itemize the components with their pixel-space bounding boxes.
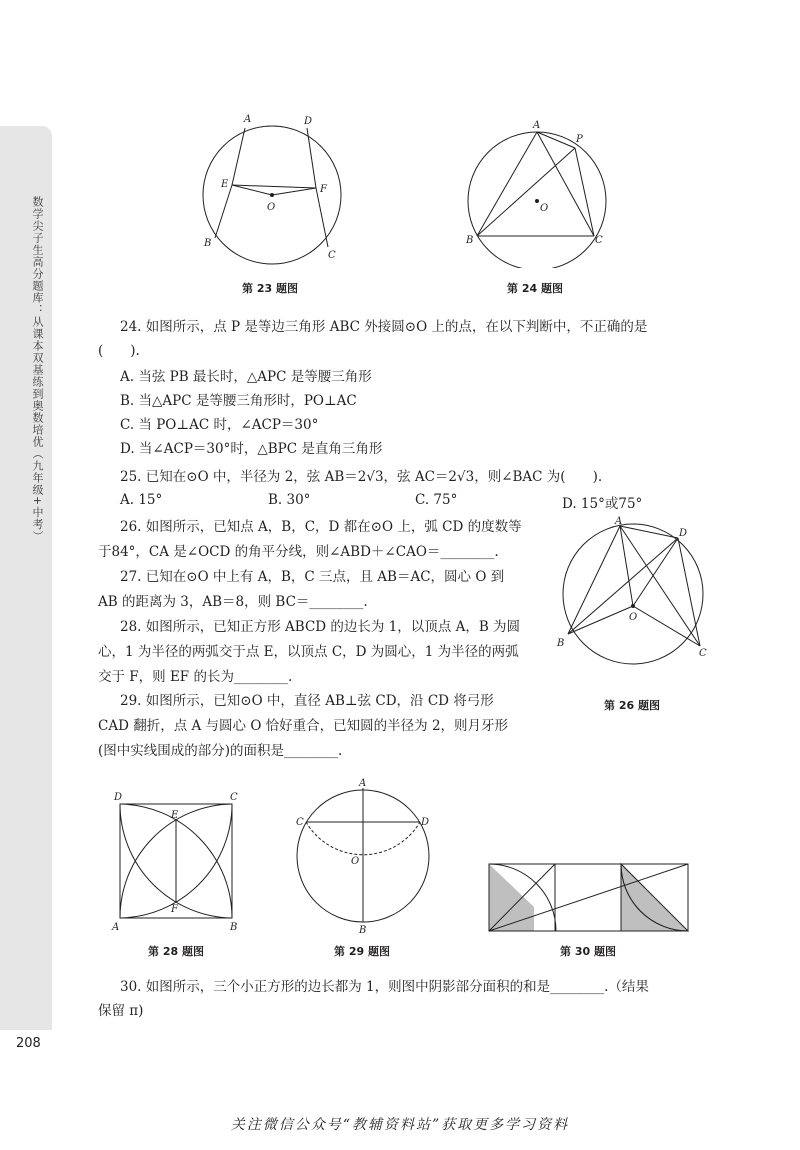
fig26-label-a: A — [615, 516, 623, 527]
figure-28 — [108, 790, 248, 935]
fig24-caption: 第 24 题图 — [507, 282, 563, 295]
fig28-label-f: F — [171, 904, 178, 915]
q25-stem: 25. 已知在⊙O 中，半径为 2，弦 AB＝2√3，弦 AC＝2√3，则∠BAC 为( ). — [120, 469, 603, 485]
q25-option-a: A. 15° — [120, 492, 163, 508]
page-number: 208 — [16, 1036, 41, 1051]
fig26-caption: 第 26 题图 — [604, 699, 660, 712]
q27-line2: AB 的距离为 3，AB＝8，则 BC＝________. — [98, 594, 368, 610]
fig29-label-b: B — [359, 925, 367, 936]
q28-line2: 心，1 为半径的两弧交于点 E，以顶点 C，D 为圆心，1 为半径的两弧 — [98, 644, 519, 660]
fig29-label-c: C — [296, 817, 304, 828]
fig28-label-c: C — [230, 792, 238, 803]
q30-line1: 30. 如图所示，三个小正方形的边长都为 1，则图中阴影部分面积的和是________.（结果 — [120, 979, 649, 995]
q29-line1: 29. 如图所示，已知⊙O 中，直径 AB⊥弦 CD，沿 CD 将弓形 — [120, 693, 494, 709]
fig23-label-c: C — [328, 250, 336, 261]
q25-option-d: D. 15°或75° — [562, 496, 643, 512]
fig23-caption: 第 23 题图 — [242, 282, 298, 295]
fig24-label-c: C — [595, 235, 603, 246]
fig23-label-e: E — [221, 179, 229, 190]
fig23-label-a: A — [244, 114, 252, 125]
q29-line3: (图中实线围成的部分)的面积是________. — [98, 743, 343, 759]
q24-answer-paren: ( ). — [98, 343, 140, 359]
q28-line3: 交于 F，则 EF 的长为________. — [98, 669, 293, 685]
fig24-label-p: P — [576, 134, 583, 145]
fig23-label-o: O — [267, 202, 276, 213]
fig23-label-b: B — [204, 238, 212, 249]
q29-line2: CAD 翻折，点 A 与圆心 O 恰好重合，已知圆的半径为 2，则月牙形 — [98, 718, 509, 734]
q24-option-c: C. 当 PO⊥AC 时，∠ACP＝30° — [120, 417, 319, 433]
q25-option-c: C. 75° — [415, 492, 458, 508]
q24-stem: 24. 如图所示，点 P 是等边三角形 ABC 外接圆⊙O 上的点，在以下判断中，不正确的是 — [120, 319, 648, 335]
fig28-label-e: E — [171, 810, 179, 821]
fig23-label-d: D — [304, 116, 313, 127]
fig24-label-o: O — [540, 203, 549, 214]
fig23-label-f: F — [320, 184, 327, 195]
fig26-label-d: D — [679, 528, 688, 539]
q27-line1: 27. 已知在⊙O 中上有 A，B，C 三点，且 AB＝AC，圆心 O 到 — [120, 569, 505, 585]
fig30-caption: 第 30 题图 — [560, 945, 616, 958]
footer-watermark: 关注微信公众号“教辅资料站”获取更多学习资料 — [230, 1117, 570, 1133]
fig29-label-a: A — [359, 778, 367, 789]
fig30-shade-left — [489, 864, 534, 931]
figure-23 — [190, 112, 360, 272]
fig26-label-b: B — [557, 638, 565, 649]
fig28-caption: 第 28 题图 — [148, 945, 204, 958]
fig29-label-d: D — [421, 817, 430, 828]
q24-option-d: D. 当∠ACP＝30°时，△BPC 是直角三角形 — [120, 441, 383, 457]
q28-line1: 28. 如图所示，已知正方形 ABCD 的边长为 1，以顶点 A，B 为圆 — [120, 619, 521, 635]
book-title: 数学尖子生高分题库：从课本双基练到奥数培优（九年级+中考） — [31, 196, 44, 543]
q24-option-a: A. 当弦 PB 最长时，△APC 是等腰三角形 — [120, 369, 372, 385]
fig29-label-o: O — [351, 856, 360, 867]
q30-line2: 保留 π) — [98, 1003, 144, 1019]
fig24-label-a: A — [533, 120, 541, 131]
figure-24 — [460, 118, 610, 268]
figure-26 — [553, 516, 713, 668]
fig28-label-b: B — [230, 922, 238, 933]
fig28-label-a: A — [112, 922, 120, 933]
q24-option-b: B. 当△APC 是等腰三角形时，PO⊥AC — [120, 393, 357, 409]
fig26-label-c: C — [699, 648, 707, 659]
fig26-label-o: O — [629, 612, 638, 623]
figure-30 — [485, 860, 691, 936]
fig28-label-d: D — [114, 792, 123, 803]
fig24-label-b: B — [466, 235, 474, 246]
figure-29 — [290, 776, 440, 936]
q26-line2: 于84°，CA 是∠OCD 的角平分线，则∠ABD＋∠CAO＝________. — [98, 544, 499, 560]
fig29-caption: 第 29 题图 — [334, 945, 390, 958]
q25-option-b: B. 30° — [268, 492, 311, 508]
q26-line1: 26. 如图所示，已知点 A，B，C，D 都在⊙O 上，弧 CD 的度数等 — [120, 519, 522, 535]
